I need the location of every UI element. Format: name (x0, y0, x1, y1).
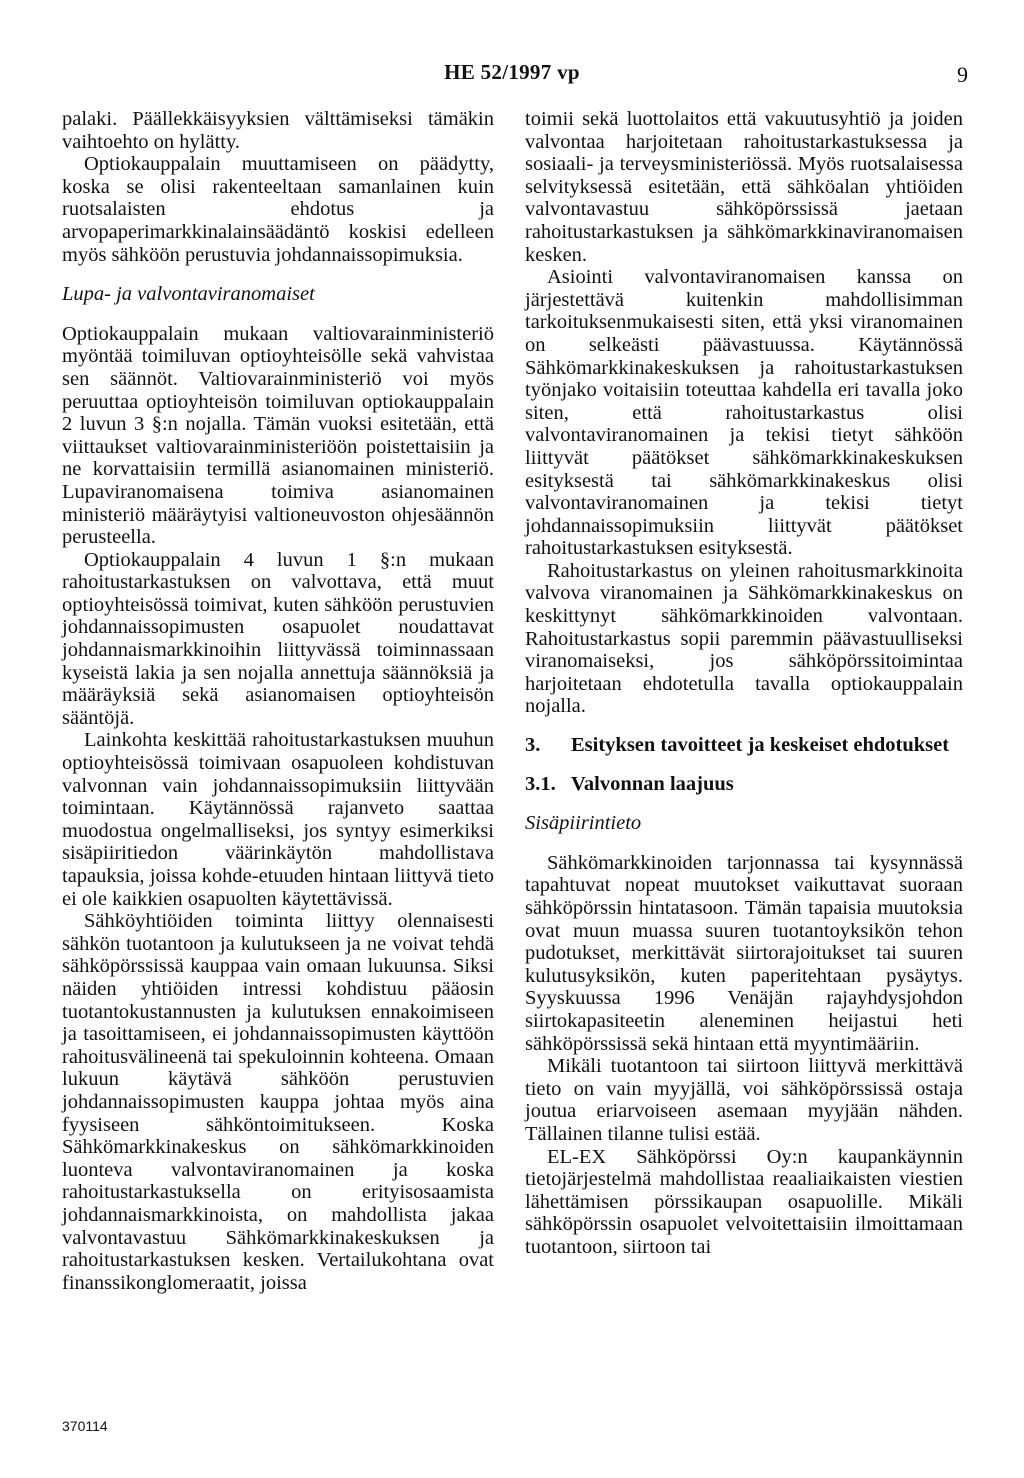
section-subheading: Sisäpiirintieto (525, 812, 642, 835)
section-subheading: Lupa- ja valvontaviranomaiset (62, 283, 315, 306)
paragraph: Rahoitustarkastus on yleinen rahoitusmarkkinoita valvova viranomainen ja Sähkömarkkinakeskus on keskittynyt sähkömarkkinoiden valvontaan. Rahoitustarkastus sopii paremmin päävastuulliseksi viranomaiseksi, jos sähköpörssitoimintaa harjoitetaan ehdotetulla tavalla optiokauppalain nojalla. (525, 559, 963, 718)
paragraph: EL-EX Sähköpörssi Oy:n kaupankäynnin tietojärjestelmä mahdollistaa reaaliaikaisten viestien lähettämisen pörssikaupan osapuolille. Mikäli sähköpörssin osapuolet velvoitettaisiin ilmoittamaan tuotantoon, siirtoon tai (525, 1145, 963, 1258)
section-heading-3-1 (525, 773, 963, 796)
paragraph: Lainkohta keskittää rahoitustarkastuksen muuhun optioyhteisössä toimivaan osapuoleen kohdistuvan valvonnan vain johdannaissopimuksiin liittyvään toimintaan. Käytännössä rajanveto saattaa muodostua ongelmalliseksi, jos syntyy esimerkiksi sisäpiiritiedon väärinkäytön mahdollistava tapauksia, joissa kohde-etuuden hintaan liittyvä tieto ei ole kaikkien osapuolten käytettävissä. (62, 729, 494, 910)
paragraph: palaki. Päällekkäisyyksien välttämiseksi tämäkin vaihtoehto on hylätty. (62, 108, 494, 153)
page-header (0, 60, 1024, 90)
paragraph: Optiokauppalain mukaan valtiovarainministeriö myöntää toimiluvan optioyhteisölle sekä vahvistaa sen säännöt. Valtiovarainministeriö voi myös peruuttaa optioyhteisön toimiluvan optiokauppalain 2 luvun 3 §:n nojalla. Tämän vuoksi esitetään, että viittaukset valtiovarainministeriöön poistettaisiin ja ne korvattaisiin termillä asianomainen ministeriö. Lupaviranomaisena toimiva asianomainen ministeriö määräytyisi valtioneuvoston ohjesäännön perusteella. (62, 322, 494, 549)
paragraph: Optiokauppalain muuttamiseen on päädytty, koska se olisi rakenteeltaan samanlainen kuin ruotsalaisten ehdotus ja arvopaperimarkkinalainsäädäntö koskisi edelleen myös sähköön perustuvia johdannaissopimuksia. (62, 153, 494, 266)
section-title: Valvonnan laajuus (571, 772, 734, 795)
footer-code: 370114 (62, 1418, 108, 1434)
section-heading-3 (525, 734, 963, 757)
paragraph: Asiointi valvontaviranomaisen kanssa on järjestettävä kuitenkin mahdollisimman tarkoituksenmukaisesti siten, että yksi viranomainen on selkeästi päävastuussa. Käytännössä Sähkömarkkinakeskuksen ja rahoitustarkastuksen työnjako voitaisiin toteuttaa kahdella eri tavalla joko siten, että rahoitustarkastus olisi valvontaviranomainen ja tekisi tietyt sähköön liittyvät päätökset sähkömarkkinakeskuksen esityksestä tai sähkömarkkinakeskus olisi valvontaviranomainen ja tekisi tietyt johdannaissopimuksiin liittyvät päätökset rahoitustarkastuksen esityksestä. (525, 266, 963, 560)
document-id: HE 52/1997 vp (444, 60, 580, 84)
section-title: Esityksen tavoitteet ja keskeiset ehdotukset (571, 734, 950, 757)
section-number: 3.1. (525, 772, 556, 795)
paragraph: Optiokauppalain 4 luvun 1 §:n mukaan rahoitustarkastuksen on valvottava, että muut optioyhteisössä toimivat, kuten sähköön perustuvien johdannaissopimusten osapuolet noudattavat johdannaismarkkinoihin liittyvässä toiminnassaan kyseistä lakia ja sen nojalla annettuja säännöksiä ja määräyksiä sekä asianomaisen optioyhteisön sääntöjä. (62, 548, 494, 729)
left-column (62, 108, 494, 1294)
page-number: 9 (957, 62, 968, 87)
paragraph: Sähköyhtiöiden toiminta liittyy olennaisesti sähkön tuotantoon ja kulutukseen ja ne voivat tehdä sähköpörssissä kauppaa vain omaan lukuunsa. Siksi näiden yhtiöiden intressi kohdistuu pääosin tuotantokustannusten ja kulutuksen ennakoimiseen ja tasoittamiseen, ei johdannaissopimusten käyttöön rahoitusvälineenä tai spekuloinnin kohteena. Omaan lukuun käytävä sähköön perustuvien johdannaissopimusten kauppa johtaa myös aina fyysiseen sähköntoimitukseen. Koska Sähkömarkkinakeskus on sähkömarkkinoiden luonteva valvontaviranomainen ja koska rahoitustarkastuksella on erityisosaamista johdannaismarkkinoista, on mahdollista jakaa valvontavastuu Sähkömarkkinakeskuksen ja rahoitustarkastuksen kesken. Vertailukohtana ovat finanssikonglomeraatit, joissa (62, 910, 494, 1294)
section-number: 3. (525, 734, 541, 757)
paragraph: Mikäli tuotantoon tai siirtoon liittyvä merkittävä tieto on vain myyjällä, voi sähköpörssissä ostaja joutua eriarvoiseen asemaan myyjään nähden. Tällainen tilanne tulisi estää. (525, 1055, 963, 1145)
right-column (525, 108, 963, 1259)
paragraph: toimii sekä luottolaitos että vakuutusyhtiö ja joiden valvontaa harjoitetaan rahoitustarkastuksessa ja sosiaali- ja terveysministeriössä. Myös ruotsalaisessa selvityksessä esitetään, että sähköalan yhtiöiden valvontavastuu sähköpörssissä jaetaan rahoitustarkastuksen ja sähkömarkkinaviranomaisen kesken. (525, 108, 963, 266)
paragraph: Sähkömarkkinoiden tarjonnassa tai kysynnässä tapahtuvat nopeat muutokset vaikuttavat suoraan sähköpörssin hintatasoon. Tämän tapaisia muutoksia ovat muun muassa suuren tuotantoyksikön tehon pudotukset, merkittävät siirtorajoitukset tai suuren kulutusyksikön, kuten paperitehtaan pysäytys. Syyskuussa 1996 Venäjän rajayhdysjohdon siirtokapasiteetin aleneminen heijastui heti sähköpörssissä sekä hintaan että myyntimääriin. (525, 851, 963, 1055)
